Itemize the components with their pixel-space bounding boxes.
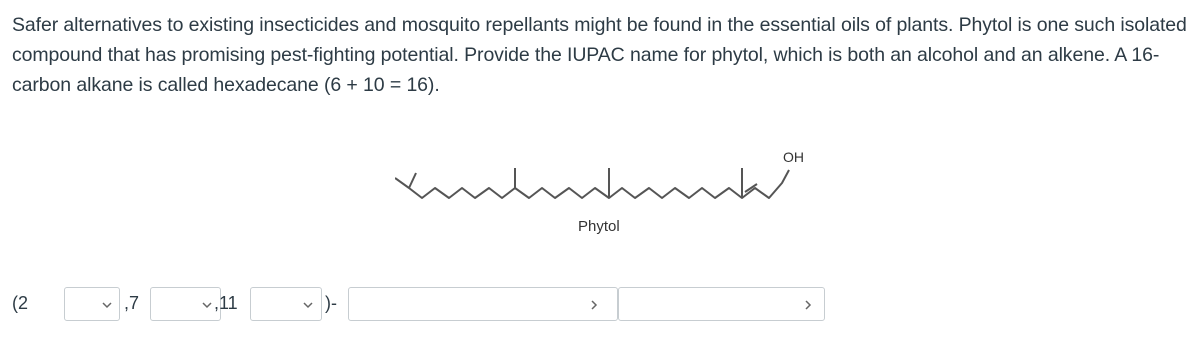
name-dropdown-4[interactable]	[348, 287, 618, 321]
chevron-down-icon	[102, 300, 112, 310]
question-text: Safer alternatives to existing insecticides and mosquito repellants might be found in the essential oils of plants. Phytol is one such isolated compound that has promising pest-fighting potential. Provide the IUPAC name for phytol, which is both an alcohol and an alkene. A 16-carbon alkane is called hexadecane (6 + 10 = 16).	[12, 14, 1187, 96]
chevron-right-icon	[589, 300, 599, 310]
chevron-right-icon	[803, 300, 813, 310]
hydroxyl-label: OH	[783, 149, 804, 165]
separator-7: ,7	[124, 293, 140, 313]
methyl-branch-c3	[409, 173, 416, 188]
chevron-down-icon	[202, 300, 212, 310]
separator-close: )-	[325, 293, 337, 313]
name-dropdown-5[interactable]	[618, 287, 825, 321]
chevron-down-icon	[303, 300, 313, 310]
answer-row	[12, 284, 1192, 324]
name-prefix: (2	[12, 293, 29, 313]
compound-label: Phytol	[578, 218, 620, 235]
separator-11: ,11	[214, 293, 238, 313]
locant-dropdown-1[interactable]	[64, 287, 120, 321]
phytol-skeletal-formula	[395, 140, 815, 250]
phytol-structure	[395, 140, 815, 250]
carbon-chain	[395, 170, 789, 198]
locant-dropdown-3[interactable]	[250, 287, 322, 321]
locant-dropdown-2[interactable]	[150, 287, 221, 321]
